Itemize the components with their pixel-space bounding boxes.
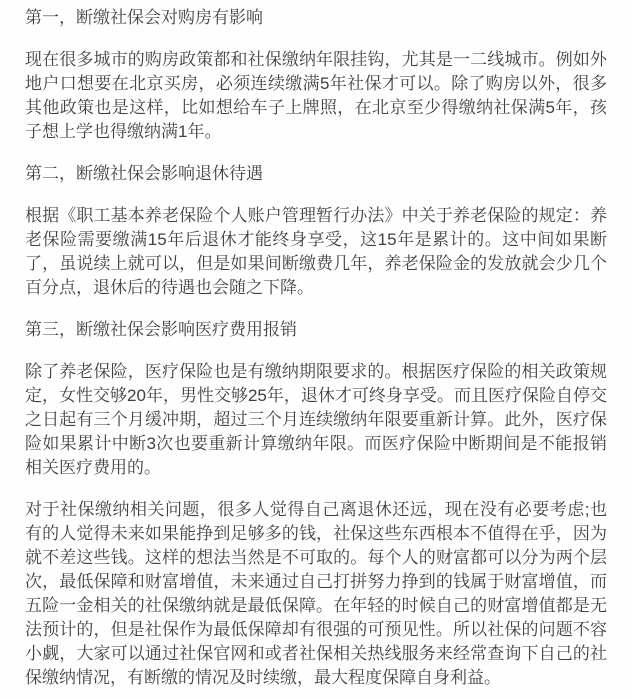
paragraph-conclusion: 对于社保缴纳相关问题，很多人觉得自己离退休还远，现在没有必要考虑;也有的人觉得未来如果能挣到足够多的钱，社保这些东西根本不值得在乎，因为就不差这些钱。这样的想法当然是不可取的。每个人的财富都可以分为两个层次，最低保障和财富增值，未来通过自己打拼努力挣到的钱属于财富增值，而五险一金相关的社保缴纳就是最低保障。在年轻的时候自己的财富增值都是无法预计的，但是社保作为最低保障却有很强的可预见性。所以社保的问题不容小觑，大家可以通过社保官网和或者社保相关热线服务来经常查询下自己的社保缴纳情况，有断缴的情况及时续缴，最大程度保障自身利益。 bbox=[25, 500, 607, 687]
section-heading-retirement: 第二，断缴社保会影响退休待遇 bbox=[25, 164, 263, 183]
paragraph-housing-impact: 现在很多城市的购房政策都和社保缴纳年限挂钩，尤其是一二线城市。例如外地户口想要在北京买房，必须连续缴满5年社保才可以。除了购房以外，很多其他政策也是这样，比如想给车子上牌照，在北京至少得缴纳社保满5年，孩子想上学也得缴纳满1年。 bbox=[25, 50, 607, 141]
paragraph-retirement-impact: 根据《职工基本养老保险个人账户管理暂行办法》中关于养老保险的规定：养老保险需要缴满15年后退休才能终身享受，这15年是累计的。这中间如果断了，虽说续上就可以，但是如果间断缴费几年，养老保险金的发放就会少几个百分点，退休后的待遇也会随之下降。 bbox=[25, 206, 607, 297]
paragraph-medical-impact: 除了养老保险，医疗保险也是有缴纳期限要求的。根据医疗保险的相关政策规定，女性交够20年，男性交够25年，退休才可终身享受。而且医疗保险自停交之日起有三个月缓冲期，超过三个月连续缴纳年限要重新计算。此外，医疗保险如果累计中断3次也要重新计算缴纳年限。而医疗保险中断期间是不能报销相关医疗费用的。 bbox=[25, 362, 607, 477]
section-heading-medical: 第三，断缴社保会影响医疗费用报销 bbox=[25, 320, 297, 339]
section-heading-housing: 第一，断缴社保会对购房有影响 bbox=[25, 8, 263, 27]
